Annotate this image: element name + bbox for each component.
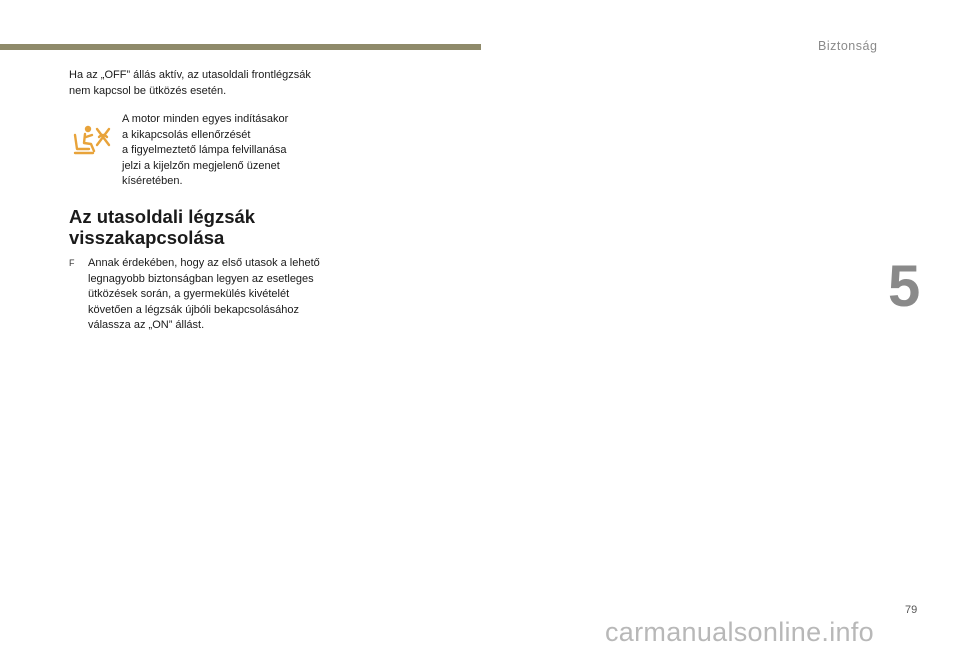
airbag-off-warning-icon [71,123,113,157]
watermark: carmanualsonline.info [605,617,874,647]
bullet-marker: F [69,258,75,268]
intro-line: nem kapcsol be ütközés esetén. [69,84,227,97]
page-number: 79 [905,604,918,616]
bullet-text [88,256,331,334]
heading-line: Az utasoldali légzsák [69,206,256,227]
bullet-line: válassza az „ON” állást. [88,319,205,331]
instruction-bullet [69,256,331,334]
heading-line: visszakapcsolása [69,227,225,248]
note-line: jelzi a kijelzőn megjelenő üzenet [122,159,280,172]
bullet-line: legnagyobb biztonságban legyen az esetleges [88,272,314,285]
chapter-number: 5 [888,254,921,319]
note-line: a figyelmeztető lámpa felvillanása [122,144,287,156]
note-line: kíséretében. [122,175,183,187]
section-heading [69,206,359,248]
section-title: Biztonság [818,39,878,53]
intro-paragraph [69,68,339,99]
note-line: A motor minden egyes indításakor [122,113,289,125]
bullet-line: ütközések során, a gyermekülés kivételét [88,288,290,300]
header-accent-bar [0,44,481,50]
bullet-line: Annak érdekében, hogy az első utasok a lehető [88,257,320,269]
warning-note [122,112,312,190]
intro-line: Ha az „OFF” állás aktív, az utasoldali frontlégzsák [69,69,311,81]
bullet-line: követően a légzsák újbóli bekapcsolásához [88,303,299,316]
note-line: a kikapcsolás ellenőrzését [122,128,251,141]
